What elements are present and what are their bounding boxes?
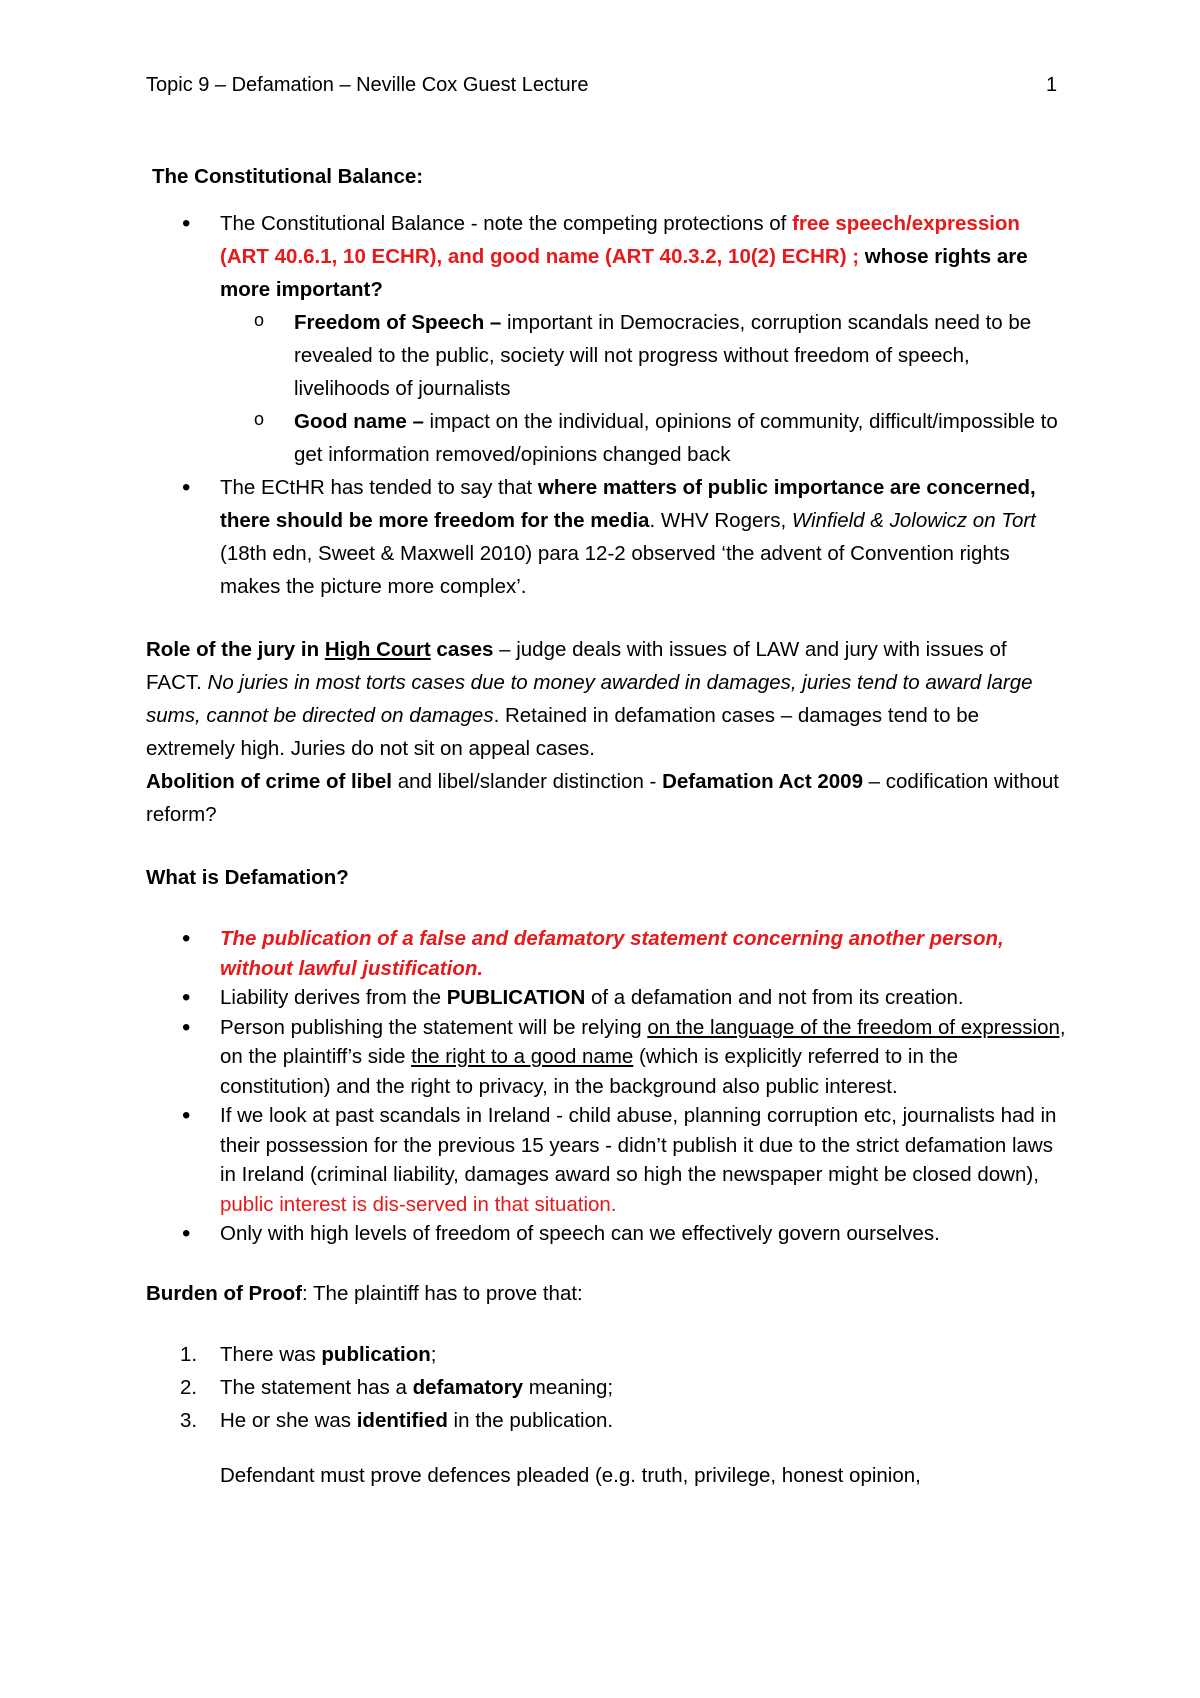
jury-paragraph: Role of the jury in High Court cases – judge deals with issues of LAW and jury with issues of FACT. No juries in most torts cases due to money awarded in damages, juries tend to award large sums, cannot be directed on damages. Retained in defamation cases – damages tend to be extremely high. Juries do not sit on appeal cases. [146, 638, 1033, 760]
list-item: • The publication of a false and defamatory statement concerning another person, without lawful justification. [146, 924, 1066, 983]
list-item: • Person publishing the statement will be relying on the language of the freedom of expression, on the plaintiff’s side the right to a good name (which is explicitly referred to in the constitution) and the right to privacy, in the background also public interest. [146, 1013, 1066, 1102]
defendant-note: Defendant must prove defences pleaded (e.g. truth, privilege, honest opinion, [220, 1463, 921, 1487]
list-item: • The Constitutional Balance - note the competing protections of free speech/expression (ART 40.6.1, 10 ECHR), and good name (ART 40.3.2, 10(2) ECHR) ; whose rights are more important? o Freedom of Speech – important in Democracies, corruption scandals need to be revealed to the public, society will not progress without freedom of speech, livelihoods of journalists o Good name – impact on the individual, opinions of community, difficult/impossible to get information removed/opinions changed back [146, 207, 1066, 471]
page-number: 1 [1046, 74, 1058, 96]
header-title: Topic 9 – Defamation – Neville Cox Guest Lecture [146, 74, 589, 96]
list-item: • Only with high levels of freedom of speech can we effectively govern ourselves. [146, 1219, 1066, 1249]
section-heading-constitutional-balance: The Constitutional Balance: [152, 165, 424, 188]
document-body [146, 160, 1066, 1492]
list-item: 1. There was publication; [180, 1342, 437, 1366]
list-item: 3. He or she was identified in the publication. [180, 1408, 614, 1432]
section-heading-what-is-defamation: What is Defamation? [146, 866, 349, 889]
constitutional-balance-list [146, 207, 1066, 603]
burden-of-proof: Burden of Proof: The plaintiff has to prove that: [146, 1281, 583, 1305]
list-item: • If we look at past scandals in Ireland - child abuse, planning corruption etc, journalists had in their possession for the previous 15 years - didn’t publish it due to the strict defamation laws in Ireland (criminal liability, damages award so high the newspaper might be closed down), public interest is dis-served in that situation. [146, 1101, 1066, 1219]
list-item: • The ECtHR has tended to say that where matters of public importance are concerned, there should be more freedom for the media. WHV Rogers, Winfield & Jolowicz on Tort (18th edn, Sweet & Maxwell 2010) para 12-2 observed ‘the advent of Convention rights makes the picture more complex’. [146, 471, 1066, 603]
burden-list [146, 1338, 1066, 1437]
abolition-paragraph: Abolition of crime of libel and libel/slander distinction - Defamation Act 2009 – codification without reform? [146, 770, 1059, 826]
list-item: o Freedom of Speech – important in Democracies, corruption scandals need to be revealed to the public, society will not progress without freedom of speech, livelihoods of journalists [220, 306, 1066, 405]
list-item: 2. The statement has a defamatory meaning; [180, 1375, 614, 1399]
definition-list [146, 924, 1066, 1249]
list-item: • Liability derives from the PUBLICATION of a defamation and not from its creation. [146, 983, 1066, 1013]
list-item: o Good name – impact on the individual, opinions of community, difficult/impossible to get information removed/opinions changed back [220, 405, 1066, 471]
sub-list [220, 306, 1066, 471]
